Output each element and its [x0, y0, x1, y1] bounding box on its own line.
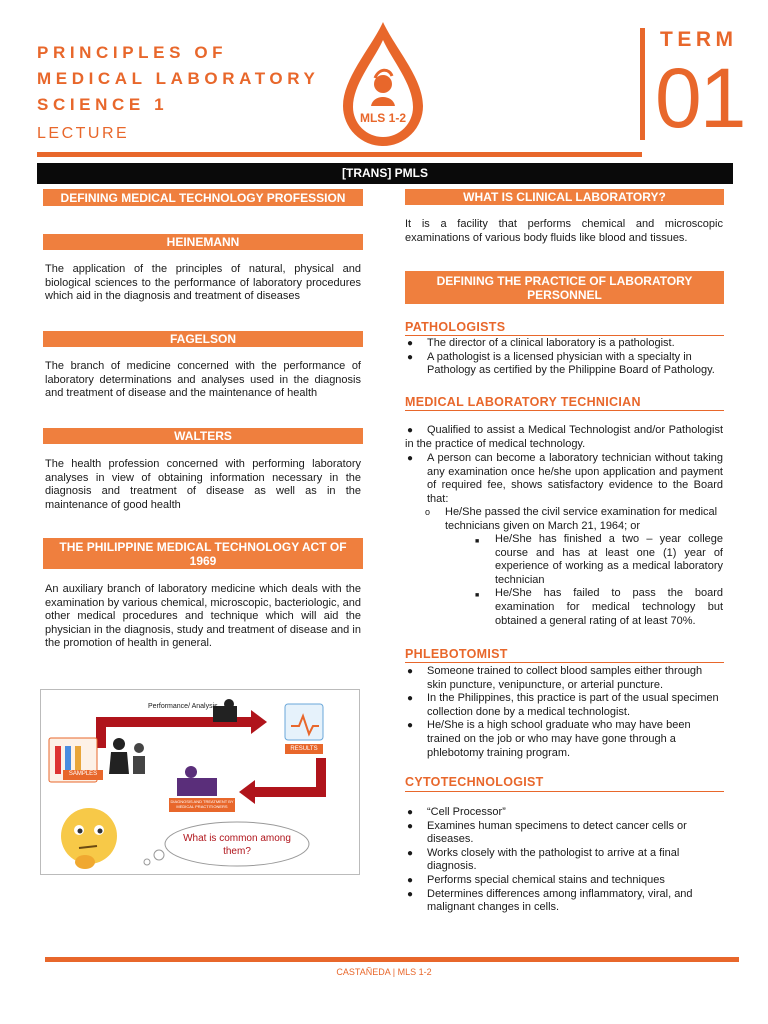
- cytotech-divider: [405, 791, 724, 792]
- list-item: ● Determines differences among inflammatory, viral, and malignant changes in cells.: [407, 887, 693, 914]
- clinical-text: It is a facility that performs chemical and microscopic examinations of various body fluids like blood and tissues.: [405, 218, 723, 244]
- thought-bubble-text: What is common among them?: [183, 833, 291, 857]
- list-item: ● Examines human specimens to detect cancer cells or diseases.: [407, 819, 687, 846]
- logo-text: MLS 1-2: [359, 111, 407, 125]
- list-item: ● He/She is a high school graduate who may have been trained on the job or who may have gone through a phlebotomy training program.: [407, 719, 691, 759]
- mlt-heading: MEDICAL LABORATORY TECHNICIAN: [405, 395, 641, 409]
- practice-heading: DEFINING THE PRACTICE OF LABORATORY PERSONNEL: [405, 271, 724, 304]
- mlt-list: [405, 452, 723, 506]
- fagelson-text: The branch of medicine concerned with the performance of laboratory determinations and analyses used in the diagnosis and treatment of disease and the maintenance of health: [45, 360, 361, 400]
- diagnosis-label: DIAGNOSIS AND TREATMENT BY MEDICAL PRACTITIONERS: [170, 799, 234, 809]
- term-divider: [640, 28, 645, 140]
- pathologists-heading: PATHOLOGISTS: [405, 320, 506, 334]
- document-title: [37, 40, 319, 118]
- list-item: ● In the Philippines, this practice is part of the usual specimen collection done by a medical technologist.: [407, 692, 719, 718]
- list-item: ● The director of a clinical laboratory is a pathologist.: [407, 337, 675, 349]
- term-label: TERM: [660, 28, 738, 51]
- mlt-subsublist: [473, 533, 723, 628]
- term-number: 01: [655, 51, 745, 145]
- results-label: RESULTS: [290, 746, 318, 752]
- list-item: ● “Cell Processor”: [407, 806, 506, 818]
- phlebotomist-divider: [405, 662, 724, 663]
- heinemann-heading: HEINEMANN: [43, 234, 363, 250]
- title-line-1: PRINCIPLES OF: [37, 43, 228, 62]
- walters-heading: WALTERS: [43, 428, 363, 444]
- main-heading: DEFINING MEDICAL TECHNOLOGY PROFESSION: [43, 189, 363, 206]
- list-item: ● A pathologist is a licensed physician with a specialty in Pathology as certified by the Philippine Board of Pathology.: [407, 350, 715, 377]
- title-line-3: SCIENCE 1: [37, 95, 169, 114]
- list-item: ■ He/She has finished a two – year college course and has at least one (1) year of experience of working as a medical laboratory technician: [475, 533, 723, 586]
- list-item: ● Performs special chemical stains and techniques: [407, 873, 665, 886]
- act-text: An auxiliary branch of laboratory medicine which deals with the examination by various chemical, microscopic, bacteriologic, and other medical procedures and technique which will aid the physician in the diagnosis, study and treatment of disease and in the promotion of health in general.: [45, 583, 361, 650]
- footer-text: CASTAÑEDA | MLS 1-2: [336, 967, 432, 977]
- act-heading: THE PHILIPPINE MEDICAL TECHNOLOGY ACT OF 1969: [43, 538, 363, 569]
- pathologists-list: [405, 337, 723, 378]
- phlebotomist-list: [405, 665, 723, 760]
- list-item: ● A person can become a laboratory technician without taking any examination once he/she upon application and payment of required fee, shows satisfactory evidence to the Board that:: [407, 452, 723, 505]
- list-item: o He/She passed the civil service examination for medical technicians given on March 21, 1964; or: [425, 506, 718, 532]
- clinical-heading: WHAT IS CLINICAL LABORATORY?: [405, 189, 724, 205]
- mls-logo: [335, 18, 431, 150]
- performance-label: Performance/ Analysis: [148, 703, 218, 710]
- list-item: ● Someone trained to collect blood samples either through skin puncture, venipuncture, or arterial puncture.: [407, 665, 703, 691]
- list-item: ● Works closely with the pathologist to arrive at a final diagnosis.: [407, 846, 680, 873]
- footer-divider: [45, 957, 739, 962]
- fagelson-heading: FAGELSON: [43, 331, 363, 347]
- list-item: ■ He/She has failed to pass the board examination for medical technology but obtained a general rating of at least 70%.: [475, 587, 723, 627]
- mlt-divider: [405, 410, 724, 411]
- cytotech-list: [405, 806, 723, 915]
- walters-text: The health profession concerned with performing laboratory analyses in view of obtaining information necessary in the diagnosis and treatment of disease as well as in the maintenance of good health: [45, 458, 361, 511]
- trans-bar: [TRANS] PMLS: [37, 163, 733, 184]
- samples-label: SAMPLES: [68, 771, 98, 777]
- mlt-sublist: [423, 506, 723, 533]
- heinemann-text: The application of the principles of natural, physical and biological sciences to the performance of laboratory procedures which aid in the diagnosis and treatment of diseases: [45, 263, 361, 303]
- header-divider: [37, 152, 642, 157]
- phlebotomist-heading: PHLEBOTOMIST: [405, 647, 508, 661]
- document-subtitle: LECTURE: [37, 125, 130, 142]
- lab-workflow-diagram: [40, 689, 360, 875]
- pathologists-divider: [405, 335, 724, 336]
- cytotech-heading: CYTOTECHNOLOGIST: [405, 775, 544, 789]
- mlt-item-1: ● Qualified to assist a Medical Technologist and/or Pathologist in the practice of medical technology.: [405, 424, 723, 450]
- title-line-2: MEDICAL LABORATORY: [37, 69, 320, 88]
